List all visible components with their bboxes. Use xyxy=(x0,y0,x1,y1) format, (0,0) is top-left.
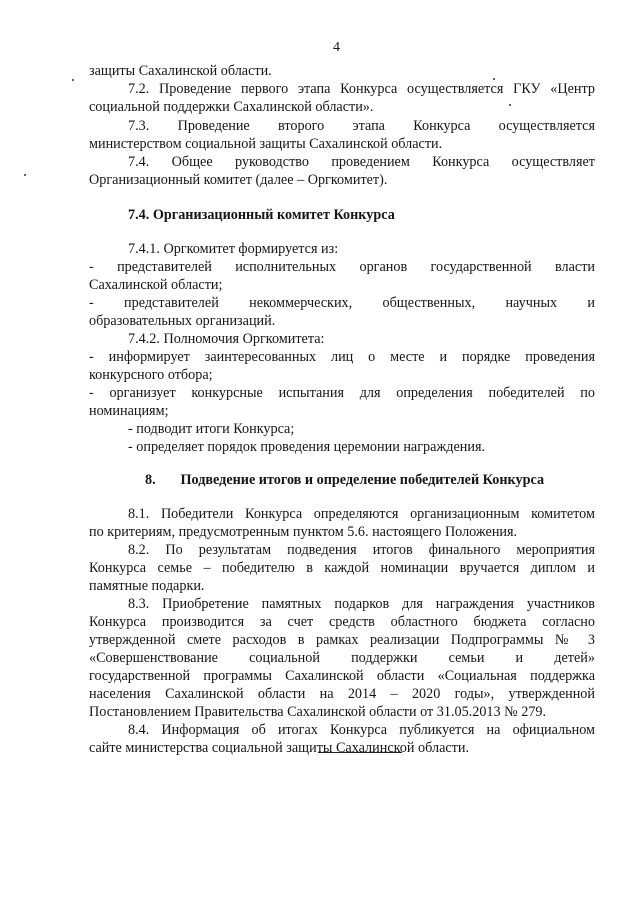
text-line: защиты Сахалинской области. xyxy=(89,63,272,79)
text-line: - организует конкурсные испытания для определения победителей по xyxy=(89,385,595,401)
page-number: 4 xyxy=(333,40,340,55)
text-line: государственной программы Сахалинской области «Социальная поддержка xyxy=(89,668,595,684)
text-line: «Совершенствование социальной поддержки семьи и детей» xyxy=(89,650,595,666)
text-line: 7.4.2. Полномочия Оргкомитета: xyxy=(128,331,325,347)
text-line: Постановлением Правительства Сахалинской области от 31.05.2013 № 279. xyxy=(89,704,547,720)
text-line: сайте министерства социальной защиты Сахалинской области. xyxy=(89,740,469,756)
text-line: Сахалинской области; xyxy=(89,277,223,293)
text-line: - представителей некоммерческих, общественных, научных и xyxy=(89,295,595,311)
text-line: 8.4. Информация об итогах Конкурса публикуется на официальном xyxy=(128,722,595,738)
text-line: Организационный комитет (далее – Оргкомитет). xyxy=(89,172,388,188)
text-line: 7.4. Общее руководство проведением Конкурса осуществляет xyxy=(128,154,595,170)
section-heading: 7.4. Организационный комитет Конкурса xyxy=(128,207,395,223)
section-heading: 8. Подведение итогов и определение победителей Конкурса xyxy=(145,472,545,488)
text-line: образовательных организаций. xyxy=(89,313,276,329)
text-line: 7.3. Проведение второго этапа Конкурса осуществляется xyxy=(128,118,595,134)
text-line: утвержденной смете расходов в рамках реализации Подпрограммы № 3 xyxy=(89,632,595,648)
text-line: конкурсного отбора; xyxy=(89,367,213,383)
scan-speck xyxy=(72,79,74,81)
text-line: - подводит итоги Конкурса; xyxy=(128,421,295,437)
text-line: Конкурса производится за счет средств областного бюджета согласно xyxy=(89,614,595,630)
text-line: социальной поддержки Сахалинской области». xyxy=(89,99,374,115)
scan-speck xyxy=(24,174,26,176)
text-line: министерством социальной защиты Сахалинской области. xyxy=(89,136,443,152)
text-line: Конкурса семье – победителю в каждой номинации вручается диплом и xyxy=(89,560,595,576)
text-line: 8.3. Приобретение памятных подарков для награждения участников xyxy=(128,596,595,612)
text-line: населения Сахалинской области на 2014 – 2020 годы», утвержденной xyxy=(89,686,595,702)
text-line: - представителей исполнительных органов государственной власти xyxy=(89,259,595,275)
text-line: - определяет порядок проведения церемонии награждения. xyxy=(128,439,486,455)
text-line: - информирует заинтересованных лиц о месте и порядке проведения xyxy=(89,349,595,365)
text-line: 8.1. Победители Конкурса определяются организационным комитетом xyxy=(128,506,595,522)
text-line: 7.4.1. Оргкомитет формируется из: xyxy=(128,241,339,257)
text-line: памятные подарки. xyxy=(89,578,205,594)
end-rule xyxy=(318,752,402,753)
text-line: 8.2. По результатам подведения итогов финального мероприятия xyxy=(128,542,595,558)
text-line: номинациям; xyxy=(89,403,169,419)
text-line: 7.2. Проведение первого этапа Конкурса осуществляется ГКУ «Центр xyxy=(128,81,595,97)
text-line: по критериям, предусмотренным пунктом 5.6. настоящего Положения. xyxy=(89,524,518,540)
